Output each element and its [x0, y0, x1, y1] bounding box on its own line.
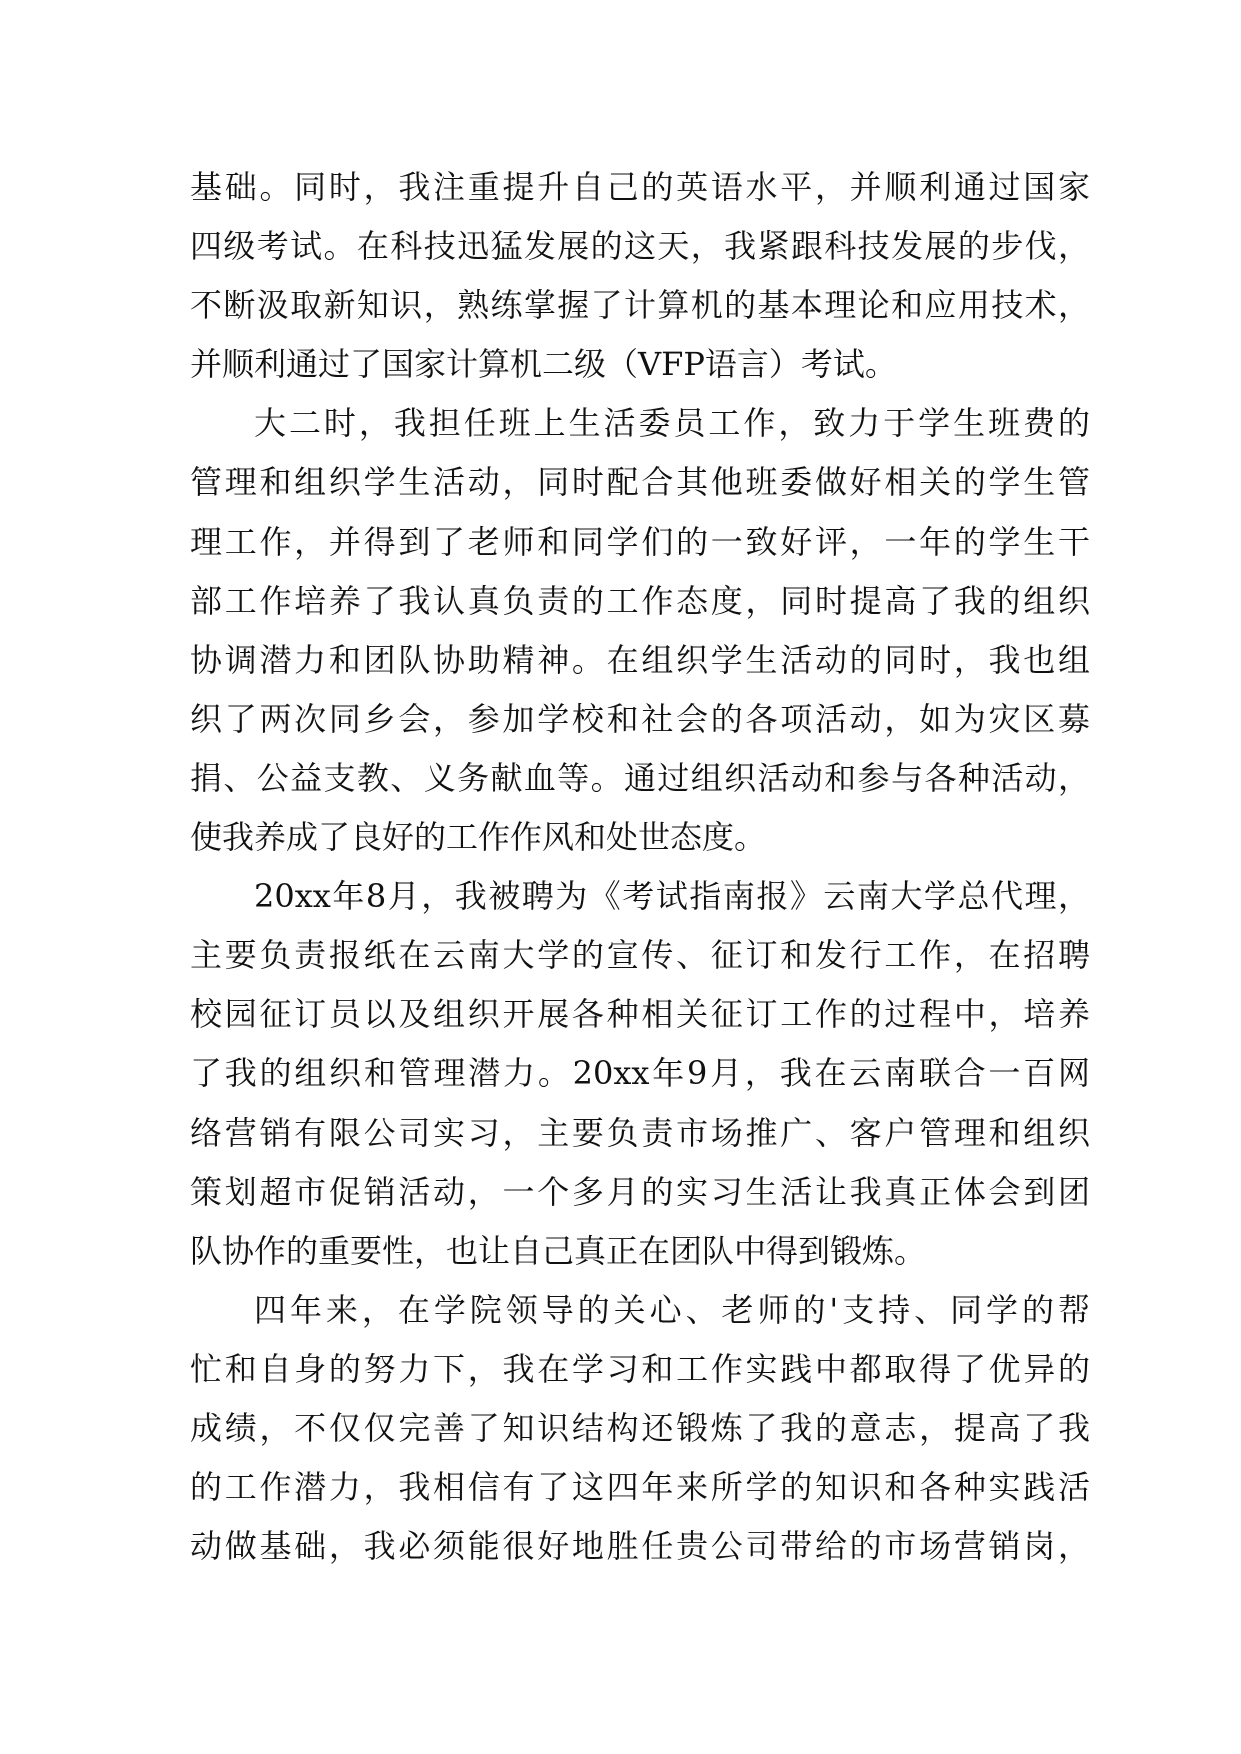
- text-line: 四级考试。在科技迅猛发展的这天，我紧跟科技发展的步伐，: [190, 227, 1090, 266]
- text-line: 络营销有限公司实习，主要负责市场推广、客户管理和组织: [190, 1113, 1090, 1152]
- text-line: 部工作培养了我认真负责的工作态度，同时提高了我的组织: [190, 581, 1090, 620]
- paragraph-start-line: 大二时，我担任班上生活委员工作，致力于学生班费的: [254, 404, 1090, 443]
- paragraph-start-line: 20xx年8月，我被聘为《考试指南报》云南大学总代理，: [254, 877, 1090, 916]
- text-line: 的工作潜力，我相信有了这四年来所学的知识和各种实践活: [190, 1468, 1090, 1507]
- text-line: 成绩，不仅仅完善了知识结构还锻炼了我的意志，提高了我: [190, 1408, 1090, 1447]
- text-line: 织了两次同乡会，参加学校和社会的各项活动，如为灾区募: [190, 699, 1090, 738]
- body-text: [190, 158, 1090, 1576]
- text-line: 忙和自身的努力下，我在学习和工作实践中都取得了优异的: [190, 1349, 1090, 1388]
- text-line: 管理和组织学生活动，同时配合其他班委做好相关的学生管: [190, 463, 1090, 502]
- text-line: 使我养成了良好的工作作风和处世态度。: [190, 818, 767, 857]
- text-line: 策划超市促销活动，一个多月的实习生活让我真正体会到团: [190, 1172, 1090, 1211]
- text-line: 基础。同时，我注重提升自己的英语水平，并顺利通过国家: [190, 168, 1090, 206]
- text-line: 并顺利通过了国家计算机二级（VFP语言）考试。: [190, 345, 897, 384]
- text-line: 了我的组织和管理潜力。20xx年9月，我在云南联合一百网: [190, 1054, 1090, 1093]
- text-line: 协调潜力和团队协助精神。在组织学生活动的同时，我也组: [190, 640, 1090, 679]
- text-line: 动做基础，我必须能很好地胜任贵公司带给的市场营销岗，: [190, 1527, 1090, 1566]
- text-line: 主要负责报纸在云南大学的宣传、征订和发行工作，在招聘: [190, 936, 1090, 975]
- text-line: 队协作的重要性，也让自己真正在团队中得到锻炼。: [190, 1231, 927, 1270]
- text-line: 校园征订员以及组织开展各种相关征订工作的过程中，培养: [190, 995, 1090, 1034]
- text-line: 理工作，并得到了老师和同学们的一致好评，一年的学生干: [190, 522, 1090, 561]
- paragraph-start-line: 四年来，在学院领导的关心、老师的'支持、同学的帮: [254, 1290, 1090, 1329]
- text-line: 不断汲取新知识，熟练掌握了计算机的基本理论和应用技术，: [190, 286, 1090, 325]
- text-line: 捐、公益支教、义务献血等。通过组织活动和参与各种活动，: [190, 758, 1090, 797]
